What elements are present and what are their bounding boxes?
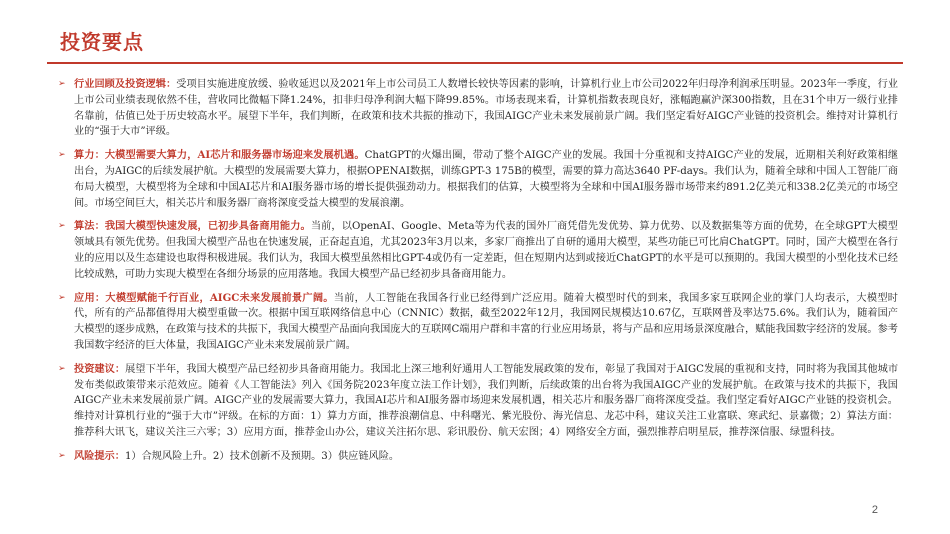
paragraph-body: 1）合规风险上升。2）技术创新不及预期。3）供应链风险。 [124,450,400,462]
paragraph-body: 受项目实施进度放缓、验收延迟以及2021年上市公司员工人数增长较快等因素的影响，计算机行业上市公司2022年归母净利润承压明显。2023年一季度，行业上市公司业绩表现依然不佳，营收同比微幅下降1.24%，扣非归母净利润大幅下降99.85%。市场表现来看，计算机指数表现良好，涨幅跑赢沪深300指数，且在31个申万一级行业排名靠前，估值已处于历史较高水平。展望下半年，我们判断，在政策和技术共振的推动下，我国AIGC产业未来发展前景广阔。我们坚定看好AIGC产业链的投资机会。维持对计算机行业的“强于大市”评级。 [74,79,898,138]
paragraph-application [58,291,898,354]
paragraph-body: 展望下半年，我国大模型产品已经初步具备商用能力。我国北上深三地利好通用人工智能发展政策的发布，彰显了我国对于AIGC发展的重视和支持，同时将为我国其他城市发布类似政策带来示范效应。随着《人工智能法》列入《国务院2023年度立法工作计划》，我们判断，后续政策的出台将为我国AIGC产业的发展护航。在政策与技术的共振下，我国AIGC产业未来发展前景广阔。AIGC产业的发展需要大算力，我国AI芯片和AI服务器市场迎来发展机遇，相关芯片和服务器厂商将深度受益。我们坚定看好AIGC产业链的投资机会。维持对计算机行业的“强于大市”评级。在标的方面：1）算力方面，推荐浪潮信息、中科曙光、紫光股份、海光信息、龙芯中科，建议关注工业富联、寒武纪、景嘉微；2）算法方面：推荐科大讯飞，建议关注三六零；3）应用方面，推荐金山办公，建议关注拓尔思、彩讯股份、航天宏图；4）网络安全方面，强烈推荐启明星辰，推荐深信服、绿盟科技。 [74,363,899,438]
page-number: 2 [871,504,878,516]
paragraph-risk-warning [58,449,898,465]
title-divider [47,62,903,64]
key-points-content [58,77,898,473]
paragraph-heading: 行业回顾及投资逻辑： [74,78,177,90]
paragraph-heading: 算力：大模型需要大算力，AI芯片和服务器市场迎来发展机遇。 [74,149,365,162]
paragraph-heading: 算法：我国大模型快速发展，已初步具备商用能力。 [74,220,311,233]
paragraph-heading: 风险提示： [74,449,125,462]
paragraph-algorithm [58,219,898,282]
paragraph-body: 当前，人工智能在我国各行业已经得到广泛应用。随着大模型时代的到来，我国多家互联网企业的掌门人均表示，大模型时代，所有的产品都值得用大模型重做一次。根据中国互联网络信息中心（CNNIC）数据，截至2022年12月，我国网民规模达10.67亿，互联网普及率达75.6%。我们认为，随着国产大模型的逐步成熟，在政策与技术的共振下，我国大模型产品面向我国庞大的互联网C端用户群和丰富的行业应用场景，将与产品和应用场景深度融合，赋能我国数字经济的发展。参考我国数字经济的巨大体量，我国AIGC产业未来发展前景广阔。 [74,292,898,351]
arrow-bullet-icon: ➢ [58,450,66,461]
arrow-bullet-icon: ➢ [58,292,66,303]
page-title: 投资要点 [60,30,144,54]
paragraph-heading: 投资建议： [74,362,126,375]
paragraph-body: 当前，以OpenAI、Google、Meta等为代表的国外厂商凭借先发优势、算力优势、以及数据集等方面的优势，在全球GPT大模型领域具有领先优势。但我国大模型产品也在快速发展，正奋起直追，尤其2023年3月以来，多家厂商推出了自研的通用大模型，某些功能已可比肩ChatGPT。同时，国产大模型在各行业的应用以及生态建设也取得积极进展。我们认为，我国大模型虽然相比GPT-4或仍有一定差距，但在短期内达到或接近ChatGPT的水平是可以预期的。我国大模型的小型化技术已经比较成熟，可助力实现大模型在各细分场景的应用落地。我国大模型产品已经初步具备商用能力。 [74,221,898,280]
paragraph-heading: 应用：大模型赋能千行百业，AIGC未来发展前景广阔。 [74,291,334,304]
paragraph-investment-advice [58,362,898,441]
paragraph-body: ChatGPT的火爆出圈，带动了整个AIGC产业的发展。我国十分重视和支持AIGC产业的发展，近期相关利好政策相继出台，为AIGC的后续发展护航。大模型的发展需要大算力，根据OPENAI数据，训练GPT-3 175B的模型，需要的算力高达3640 PF-days。我们认为，随着全球和中国人工智能厂商布局大模型，大模型将为全球和中国AI芯片和AI服务器市场的增长提供强劲动力。根据我们的估算，大模型将为全球和中国AI服务器市场带来约891.2亿美元和338.2亿美元的市场空间。市场空间巨大，相关芯片和服务器厂商将深度受益大模型的发展浪潮。 [74,150,899,209]
paragraph-compute [58,148,898,211]
paragraph-industry-review [58,77,898,140]
arrow-bullet-icon: ➢ [58,150,66,161]
arrow-bullet-icon: ➢ [58,221,66,232]
arrow-bullet-icon: ➢ [58,79,66,89]
arrow-bullet-icon: ➢ [58,363,66,374]
